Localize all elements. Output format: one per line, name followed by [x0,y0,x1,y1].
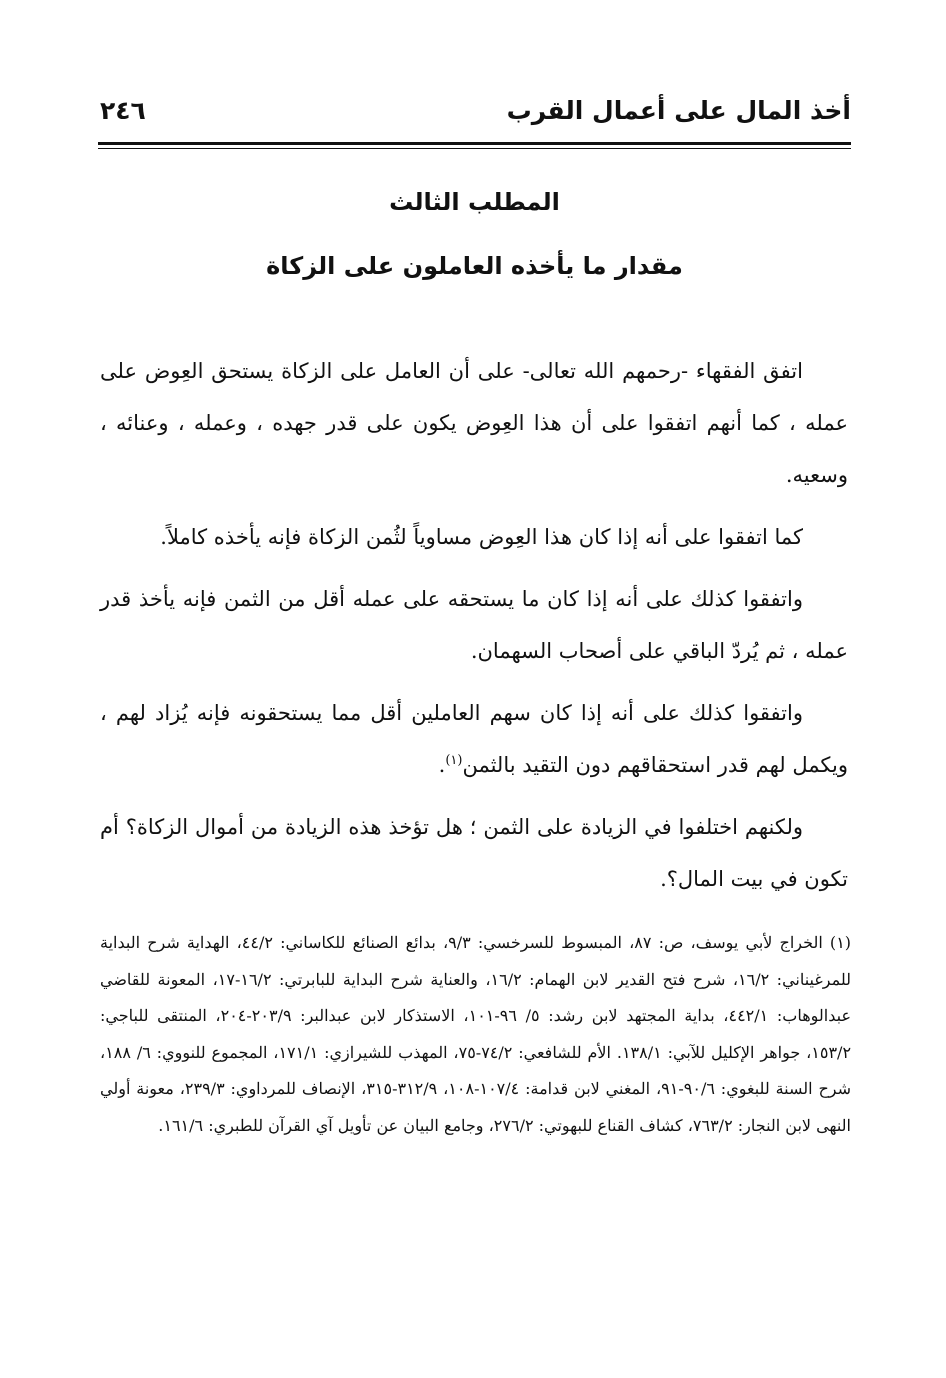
paragraph: كما اتفقوا على أنه إذا كان هذا العِوض مساوياً لثُمن الزكاة فإنه يأخذه كاملاً. [160,525,803,549]
header-rule-thin [98,148,851,149]
paragraph: واتفقوا كذلك على أنه إذا كان ما يستحقه على عمله أقل من الثمن فإنه يأخذ قدر عمله ، ثم يُردّ الباقي على أصحاب السهمان. [100,587,848,663]
header-rule-thick [98,142,851,145]
page-number: ٢٤٦ [100,96,146,125]
paragraph: ولكنهم اختلفوا في الزيادة على الثمن ؛ هل تؤخذ هذه الزيادة من أموال الزكاة؟ أم تكون في بيت المال؟. [100,815,848,891]
paragraph: اتفق الفقهاء -رحمهم الله تعالى- على أن العامل على الزكاة يستحق العِوض على عمله ، كما أنهم اتفقوا على أن هذا العِوض يكون على قدر جهده ، وعمله ، وعنائه ، وسعيه. [100,359,848,487]
body-text [100,345,848,915]
section-label: المطلب الثالث [389,188,560,216]
footnotes [100,925,851,1144]
paragraph [100,687,848,791]
paragraph-text: واتفقوا كذلك على أنه إذا كان سهم العاملين أقل مما يستحقونه فإنه يُزاد لهم ، ويكمل لهم قدر استحقاقهم دون التقيد بالثمن [100,701,848,777]
paragraph-end: . [438,753,446,777]
running-title: أخذ المال على أعمال القرب [506,96,851,125]
footnote-reference[interactable]: (١) [445,753,463,768]
running-header [100,88,851,128]
footnote: (١) الخراج لأبي يوسف، ص: ٨٧، المبسوط للسرخسي: ٩/٣، بدائع الصنائع للكاساني: ٤٤/٢، الهداية شرح البداية للمرغيناني: ١٦/٢، شرح فتح القدير لابن الهمام: ١٦/٢، والعناية شرح البداية للبابرتي: ١٦/٢-١٧، المعونة للقاضي عبدالوهاب: ٤٤٢/١، بداية المجتهد لابن رشد: ٥/ ٩٦-١٠١، الاستذكار لابن عبدالبر: ٢٠٣/٩-٢٠٤، المنتقى للباجي: ١٥٣/٢، جواهر الإكليل للآبي: ١٣٨/١. الأم للشافعي: ٧٤/٢-٧٥، المهذب للشيرازي: ١٧١/١، المجموع للنووي: ٦/ ١٨٨، شرح السنة للبغوي: ٩٠/٦-٩١، المغني لابن قدامة: ١٠٧/٤-١٠٨، ٣١٢/٩-٣١٥، الإنصاف للمرداوي: ٢٣٩/٣، معونة أولي النهى لابن النجار: ٧٦٣/٢، كشاف القناع للبهوتي: ٢٧٦/٢، وجامع البيان عن تأويل آي القرآن للطبري: ١٦١/٦. [100,933,852,1135]
section-title: مقدار ما يأخذه العاملون على الزكاة [266,252,683,280]
